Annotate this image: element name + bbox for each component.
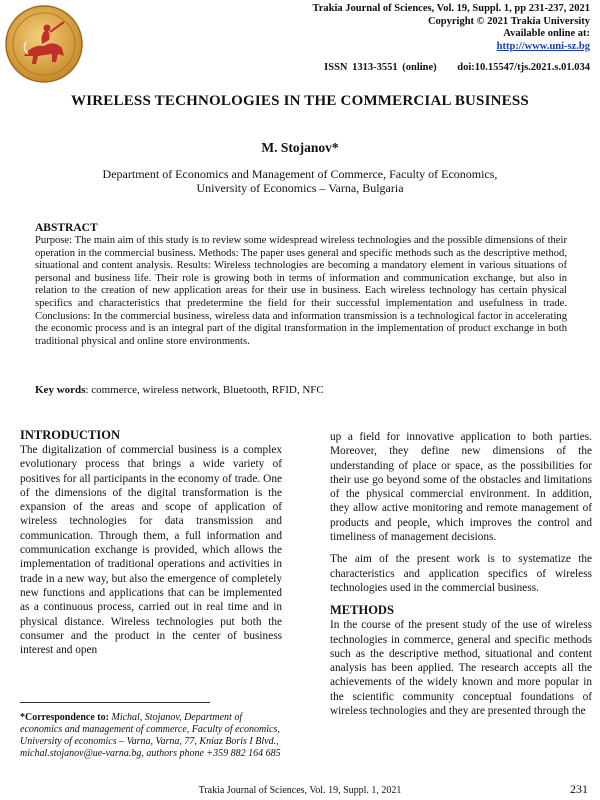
introduction-text: The digitalization of commercial business is a complex evolutionary process that brings a wide variety of positives for all participants in the economy of trade. One of the dimensions of the digital transformation is the expansion of the areas and scope of application of wireless technologies for data transmission and communication. Through them, a full information and communication exchange is provided, which allows the implementation of traditional operations and activities in trade in a new way, but also the emergence of completely new functions and applications that can be implemented as a continuous process, carried out in real time and in physical distance. Wireless technologies put both the consumer and the product in the center of business interest and open — [20, 444, 282, 657]
methods-text: In the course of the present study of the use of wireless technologies in commerce, general and specific methods such as the descriptive method, situational and content analysis has been applied. The research accepts all the achievements of the widely known and more popular in the scientific community conceptual foundations of wireless technologies and they are presented through the — [330, 619, 592, 718]
right-column — [330, 430, 592, 718]
page-number: 231 — [570, 782, 588, 796]
methods-heading: METHODS — [330, 603, 394, 618]
introduction-heading: INTRODUCTION — [20, 428, 121, 442]
journal-url-link[interactable]: http://www.uni-sz.bg — [496, 40, 590, 52]
keywords-label: Key words — [35, 384, 86, 396]
abstract-section — [35, 222, 567, 348]
issn: ISSN 1313-3551 (online) — [324, 62, 437, 73]
journal-citation: Trakia Journal of Sciences, Vol. 19, Suppl. 1, pp 231-237, 2021 — [312, 3, 590, 14]
affiliation-line-1: Department of Economics and Management of Commerce, Faculty of Economics, — [102, 167, 498, 181]
left-column — [20, 428, 282, 657]
affiliation-line-2: University of Economics – Varna, Bulgaria — [196, 181, 404, 195]
trakia-university-logo — [4, 4, 84, 84]
page-footer: Trakia Journal of Sciences, Vol. 19, Suppl. 1, 2021 — [198, 785, 402, 796]
author-name: M. Stojanov* — [261, 140, 339, 155]
available-online: Available online at: — [503, 28, 590, 39]
aim-paragraph: The aim of the present work is to systematize the characteristics and application specifics of wireless technologies used in the commercial business. — [330, 553, 592, 594]
author-affiliation — [60, 167, 540, 195]
keywords — [35, 384, 567, 396]
issn-doi-line — [308, 62, 590, 73]
keywords-text: : commerce, wireless network, Bluetooth, RFID, NFC — [85, 384, 324, 396]
intro-continued-paragraph: up a field for innovative application to both parties. Moreover, they define new dimensions of the understanding of place or space, as the possibilities for their use go beyond some of the obstacles and limitations of the physical commercial environment. In addition, they allow active monitoring and remote management of products and people, which improves the control and timeliness of management decisions. — [330, 431, 592, 544]
correspondence-text: Michal, Stojanov, Department of economics and management of commerce, Faculty of economics, University of economics – Varna, Varna, 77, Kniaz Boris I Blvd., michal.stojanov@ue-varna.bg, authors phone +359 882 164 685 — [20, 712, 281, 759]
abstract-text: Purpose: The main aim of this study is to review some widespread wireless technologies and the possible dimensions of their operation in the commercial business. Methods: The paper uses general and specific methods such as the descriptive method, situational and content analysis. Results: Wireless technologies are becoming a mandatory element in various situations of personal and business life. Their role is growing both in terms of information and communication exchange, but also in relation to the creation of new application areas for their use in business. Each wireless technology has certain physical specifics and characteristics that predetermine the field for their successful implementation and usefulness in trade. Conclusions: In the commercial business, wireless data and information transmission is a technological factor in accelerating the economic process and is an integral part of the digital transformation in the implementation of product exchange in both traditional physical and online store environments. — [35, 235, 567, 347]
copyright: Copyright © 2021 Trakia University — [427, 15, 590, 27]
abstract-heading: ABSTRACT — [35, 222, 98, 234]
paper-title: WIRELESS TECHNOLOGIES IN THE COMMERCIAL BUSINESS — [71, 93, 529, 109]
correspondence-footnote — [20, 712, 282, 760]
doi: doi:10.15547/tjs.2021.s.01.034 — [457, 62, 590, 73]
correspondence-label: *Correspondence to: — [20, 712, 109, 723]
journal-header — [312, 3, 590, 53]
footnote-divider — [20, 702, 210, 703]
